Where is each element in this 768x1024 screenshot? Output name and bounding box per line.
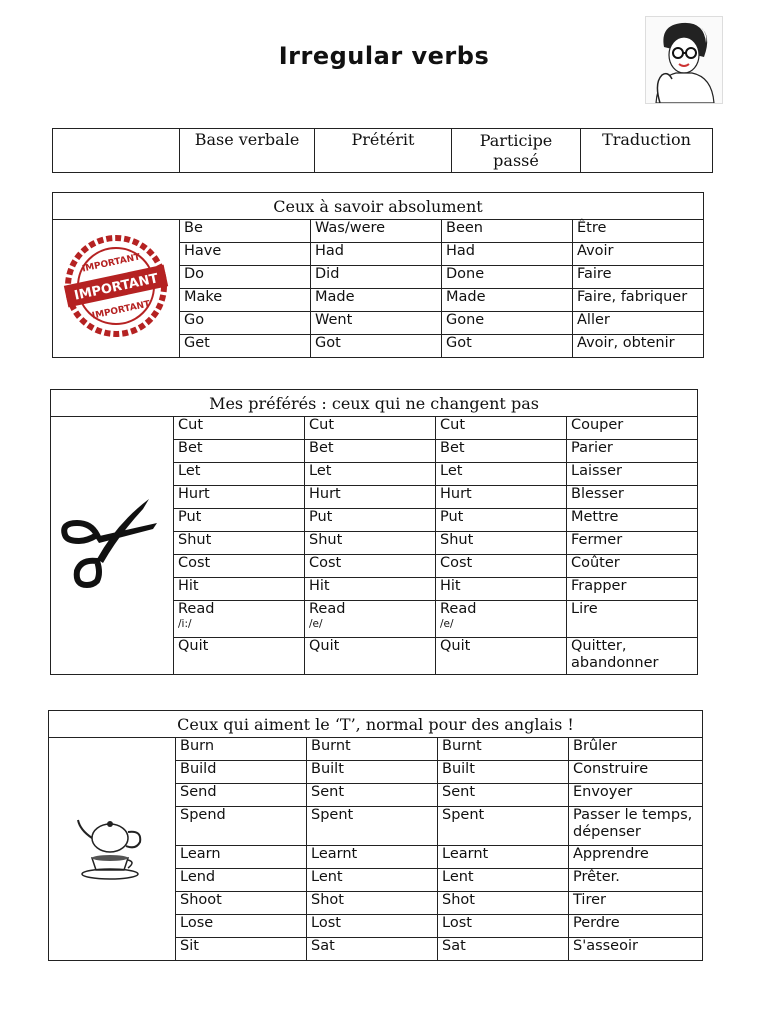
- table-cell: Cut: [436, 417, 567, 440]
- table-cell: Had: [311, 243, 442, 266]
- table-cell: Got: [311, 335, 442, 358]
- table-cell: Shut: [305, 532, 436, 555]
- header-blank-cell: [53, 129, 180, 173]
- section-t-verbs: [48, 710, 703, 961]
- table-cell: Shut: [174, 532, 305, 555]
- table-cell: Bet: [436, 440, 567, 463]
- table-cell: Made: [442, 289, 573, 312]
- table-cell: Frapper: [567, 578, 698, 601]
- table-cell: Lost: [307, 915, 438, 938]
- table-cell: Lose: [176, 915, 307, 938]
- table-cell: Build: [176, 761, 307, 784]
- table-cell: Passer le temps, dépenser: [569, 807, 703, 846]
- table-cell: Gone: [442, 312, 573, 335]
- table-cell: Shut: [436, 532, 567, 555]
- table-cell: Avoir, obtenir: [573, 335, 704, 358]
- table-cell: Read /i:/: [174, 601, 305, 638]
- section-title: Mes préférés : ceux qui ne changent pas: [51, 390, 698, 417]
- table-cell: Lent: [438, 869, 569, 892]
- table-cell: Read /e/: [436, 601, 567, 638]
- table-cell: Sat: [438, 938, 569, 961]
- avatar: [645, 16, 723, 104]
- table-cell: Hit: [436, 578, 567, 601]
- header-base-verbale: Base verbale: [180, 129, 315, 173]
- table-cell: Blesser: [567, 486, 698, 509]
- table-cell: Lire: [567, 601, 698, 638]
- table-cell: Burnt: [438, 738, 569, 761]
- table-cell: Brûler: [569, 738, 703, 761]
- table-cell: Avoir: [573, 243, 704, 266]
- table-cell: Shot: [307, 892, 438, 915]
- table-cell: Couper: [567, 417, 698, 440]
- table-cell: Made: [311, 289, 442, 312]
- important-stamp-icon: [53, 220, 180, 358]
- phonetic-note: /e/: [440, 618, 454, 630]
- table-cell: Had: [442, 243, 573, 266]
- table-cell: Was/were: [311, 220, 442, 243]
- svg-text:IMPORTANT: IMPORTANT: [72, 271, 160, 304]
- table-cell: Let: [174, 463, 305, 486]
- table-cell: Be: [180, 220, 311, 243]
- table-cell: Mettre: [567, 509, 698, 532]
- table-cell: Sent: [307, 784, 438, 807]
- table-cell: Fermer: [567, 532, 698, 555]
- table-cell: Faire: [573, 266, 704, 289]
- table-cell: Bet: [174, 440, 305, 463]
- table-cell: Put: [436, 509, 567, 532]
- table-cell: Aller: [573, 312, 704, 335]
- table-cell: Construire: [569, 761, 703, 784]
- header-traduction: Traduction: [581, 129, 713, 173]
- table-cell: Cost: [174, 555, 305, 578]
- page-title: Irregular verbs: [278, 42, 490, 70]
- table-cell: Hurt: [174, 486, 305, 509]
- table-cell: Sent: [438, 784, 569, 807]
- table-cell: Done: [442, 266, 573, 289]
- scissors-icon: [51, 417, 174, 675]
- section-title: Ceux qui aiment le ‘T’, normal pour des anglais !: [49, 711, 703, 738]
- teapot-icon: [49, 738, 176, 961]
- table-cell: Put: [305, 509, 436, 532]
- table-cell: Cost: [305, 555, 436, 578]
- table-cell: Quit: [436, 638, 567, 675]
- table-cell: Quit: [174, 638, 305, 675]
- table-cell: Spent: [438, 807, 569, 846]
- section-title: Ceux à savoir absolument: [53, 193, 704, 220]
- table-cell: Learnt: [307, 846, 438, 869]
- table-cell: S'asseoir: [569, 938, 703, 961]
- phonetic-note: /i:/: [178, 618, 192, 630]
- table-cell: Coûter: [567, 555, 698, 578]
- table-cell: Lost: [438, 915, 569, 938]
- table-cell: Hurt: [436, 486, 567, 509]
- table-cell: Go: [180, 312, 311, 335]
- header-participe-passe: Participe passé: [452, 129, 581, 173]
- table-cell: Send: [176, 784, 307, 807]
- table-cell: Make: [180, 289, 311, 312]
- table-cell: Lent: [307, 869, 438, 892]
- table-cell: Do: [180, 266, 311, 289]
- table-cell: Been: [442, 220, 573, 243]
- svg-text:IMPORTANT: IMPORTANT: [91, 299, 152, 322]
- table-cell: Faire, fabriquer: [573, 289, 704, 312]
- table-cell: Built: [438, 761, 569, 784]
- table-cell: Sat: [307, 938, 438, 961]
- table-cell: Envoyer: [569, 784, 703, 807]
- table-cell: Let: [305, 463, 436, 486]
- table-cell: Quitter, abandonner: [567, 638, 698, 675]
- table-cell: Bet: [305, 440, 436, 463]
- section-must-know: [52, 192, 704, 358]
- table-cell: Apprendre: [569, 846, 703, 869]
- table-cell: Cut: [174, 417, 305, 440]
- table-cell: Hurt: [305, 486, 436, 509]
- table-cell: Spend: [176, 807, 307, 846]
- header-preterit: Prétérit: [315, 129, 452, 173]
- table-cell: Went: [311, 312, 442, 335]
- table-cell: Learn: [176, 846, 307, 869]
- table-cell: Tirer: [569, 892, 703, 915]
- table-cell: Burnt: [307, 738, 438, 761]
- header-table: [52, 128, 713, 173]
- table-cell: Get: [180, 335, 311, 358]
- table-cell: Have: [180, 243, 311, 266]
- table-cell: Sit: [176, 938, 307, 961]
- table-cell: Cost: [436, 555, 567, 578]
- table-cell: Let: [436, 463, 567, 486]
- table-cell: Burn: [176, 738, 307, 761]
- table-cell: Shoot: [176, 892, 307, 915]
- table-cell: Lend: [176, 869, 307, 892]
- table-cell: Learnt: [438, 846, 569, 869]
- table-cell: Built: [307, 761, 438, 784]
- table-cell: Laisser: [567, 463, 698, 486]
- table-cell: Parier: [567, 440, 698, 463]
- table-cell: Quit: [305, 638, 436, 675]
- table-cell: Être: [573, 220, 704, 243]
- table-cell: Hit: [305, 578, 436, 601]
- table-cell: Spent: [307, 807, 438, 846]
- table-cell: Perdre: [569, 915, 703, 938]
- table-cell: Hit: [174, 578, 305, 601]
- section-unchanged: [50, 389, 698, 675]
- table-cell: Read /e/: [305, 601, 436, 638]
- phonetic-note: /e/: [309, 618, 323, 630]
- table-cell: Did: [311, 266, 442, 289]
- table-cell: Cut: [305, 417, 436, 440]
- table-cell: Got: [442, 335, 573, 358]
- table-cell: Prêter.: [569, 869, 703, 892]
- svg-text:IMPORTANT: IMPORTANT: [81, 252, 142, 275]
- table-cell: Shot: [438, 892, 569, 915]
- table-cell: Put: [174, 509, 305, 532]
